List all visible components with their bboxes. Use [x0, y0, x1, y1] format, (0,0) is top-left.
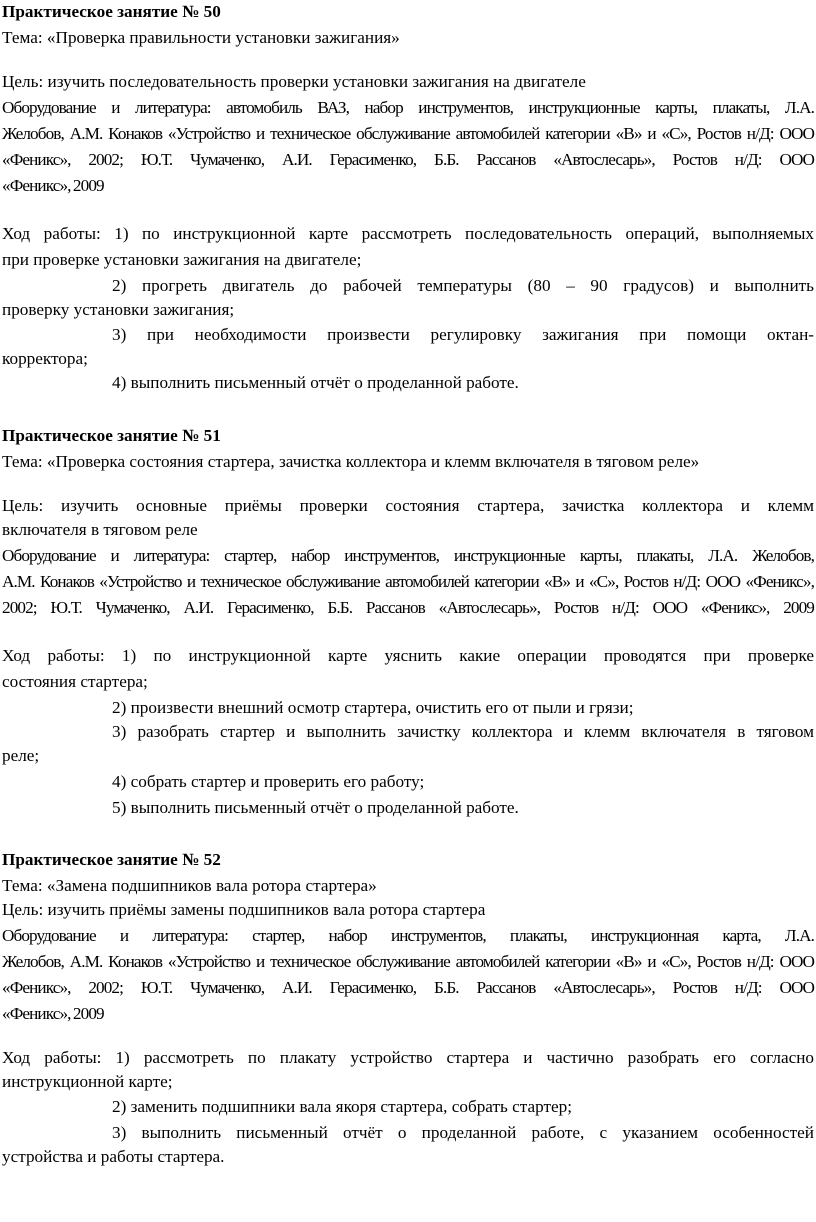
lesson-equipment-line: Желобов, А.М. Конаков «Устройство и техническое обслуживание автомобилей категории «В» и «С», Ростов н/Д: ООО	[2, 124, 814, 143]
lesson-goal: Цель: изучить приёмы замены подшипников вала ротора стартера	[2, 900, 486, 919]
procedure-step: 5) выполнить письменный отчёт о проделанной работе.	[112, 798, 519, 817]
lesson-equipment-line: «Феникс», 2002; Ю.Т. Чумаченко, А.И. Герасименко, Б.Б. Рассанов «Автослесарь», Ростов н/Д: ООО	[2, 978, 814, 997]
lesson-goal: Цель: изучить основные приёмы проверки состояния стартера, зачистка коллектора и клемм	[2, 496, 814, 515]
lesson-equipment-line: А.М. Конаков «Устройство и техническое обслуживание автомобилей категории «В» и «С», Ростов н/Д: ООО «Феникс»,	[2, 572, 814, 591]
procedure-line: Ход работы: 1) по инструкционной карте рассмотреть последовательность операций, выполняемых	[2, 224, 814, 243]
lesson-equipment-line: Оборудование и литература: стартер, набор инструментов, инструкционные карты, плакаты, Л.А. Желобов,	[2, 546, 814, 565]
procedure-step: 4) выполнить письменный отчёт о проделанной работе.	[112, 373, 519, 392]
procedure-step: 2) произвести внешний осмотр стартера, очистить его от пыли и грязи;	[112, 698, 634, 717]
lesson-equipment-line: «Феникс», 2002; Ю.Т. Чумаченко, А.И. Герасименко, Б.Б. Рассанов «Автослесарь», Ростов н/Д: ООО	[2, 150, 814, 169]
procedure-line: реле;	[2, 746, 40, 765]
lesson-equipment-line: 2002; Ю.Т. Чумаченко, А.И. Герасименко, Б.Б. Рассанов «Автослесарь», Ростов н/Д: ООО «Феникс», 2009	[2, 598, 814, 617]
procedure-line: проверку установки зажигания;	[2, 300, 235, 319]
procedure-line: при проверке установки зажигания на двигателе;	[2, 250, 362, 269]
procedure-step: 3) при необходимости произвести регулировку зажигания при помощи октан-	[112, 325, 814, 344]
lesson-topic: Тема: «Замена подшипников вала ротора стартера»	[2, 876, 377, 895]
lesson-title: Практическое занятие № 52	[2, 850, 221, 869]
procedure-line: Ход работы: 1) по инструкционной карте уяснить какие операции проводятся при проверке	[2, 646, 814, 665]
lesson-title: Практическое занятие № 51	[2, 426, 221, 445]
lesson-equipment-line: Желобов, А.М. Конаков «Устройство и техническое обслуживание автомобилей категории «В» и «С», Ростов н/Д: ООО	[2, 952, 814, 971]
lesson-goal: включателя в тяговом реле	[2, 520, 198, 539]
lesson-goal: Цель: изучить последовательность проверки установки зажигания на двигателе	[2, 72, 586, 91]
lesson-equipment-line: Оборудование и литература: автомобиль ВАЗ, набор инструментов, инструкционные карты, плакаты, Л.А.	[2, 98, 814, 117]
lesson-equipment-line: «Феникс», 2009	[2, 176, 104, 195]
procedure-line: Ход работы: 1) рассмотреть по плакату устройство стартера и частично разобрать его согласно	[2, 1048, 814, 1067]
lesson-title: Практическое занятие № 50	[2, 2, 221, 21]
lesson-equipment-line: Оборудование и литература: стартер, набор инструментов, плакаты, инструкционная карта, Л.А.	[2, 926, 814, 945]
procedure-step: 4) собрать стартер и проверить его работу;	[112, 772, 425, 791]
procedure-step: 2) прогреть двигатель до рабочей температуры (80 – 90 градусов) и выполнить	[112, 276, 814, 295]
procedure-line: устройства и работы стартера.	[2, 1147, 225, 1166]
procedure-line: корректора;	[2, 349, 88, 368]
procedure-step: 3) выполнить письменный отчёт о проделанной работе, с указанием особенностей	[112, 1123, 814, 1142]
lesson-topic: Тема: «Проверка состояния стартера, зачистка коллектора и клемм включателя в тяговом реле»	[2, 452, 700, 471]
lesson-topic: Тема: «Проверка правильности установки зажигания»	[2, 28, 400, 47]
procedure-line: состояния стартера;	[2, 672, 148, 691]
procedure-line: инструкционной карте;	[2, 1072, 173, 1091]
procedure-step: 2) заменить подшипники вала якоря стартера, собрать стартер;	[112, 1097, 572, 1116]
procedure-step: 3) разобрать стартер и выполнить зачистку коллектора и клемм включателя в тяговом	[112, 722, 814, 741]
lesson-equipment-line: «Феникс», 2009	[2, 1004, 104, 1023]
